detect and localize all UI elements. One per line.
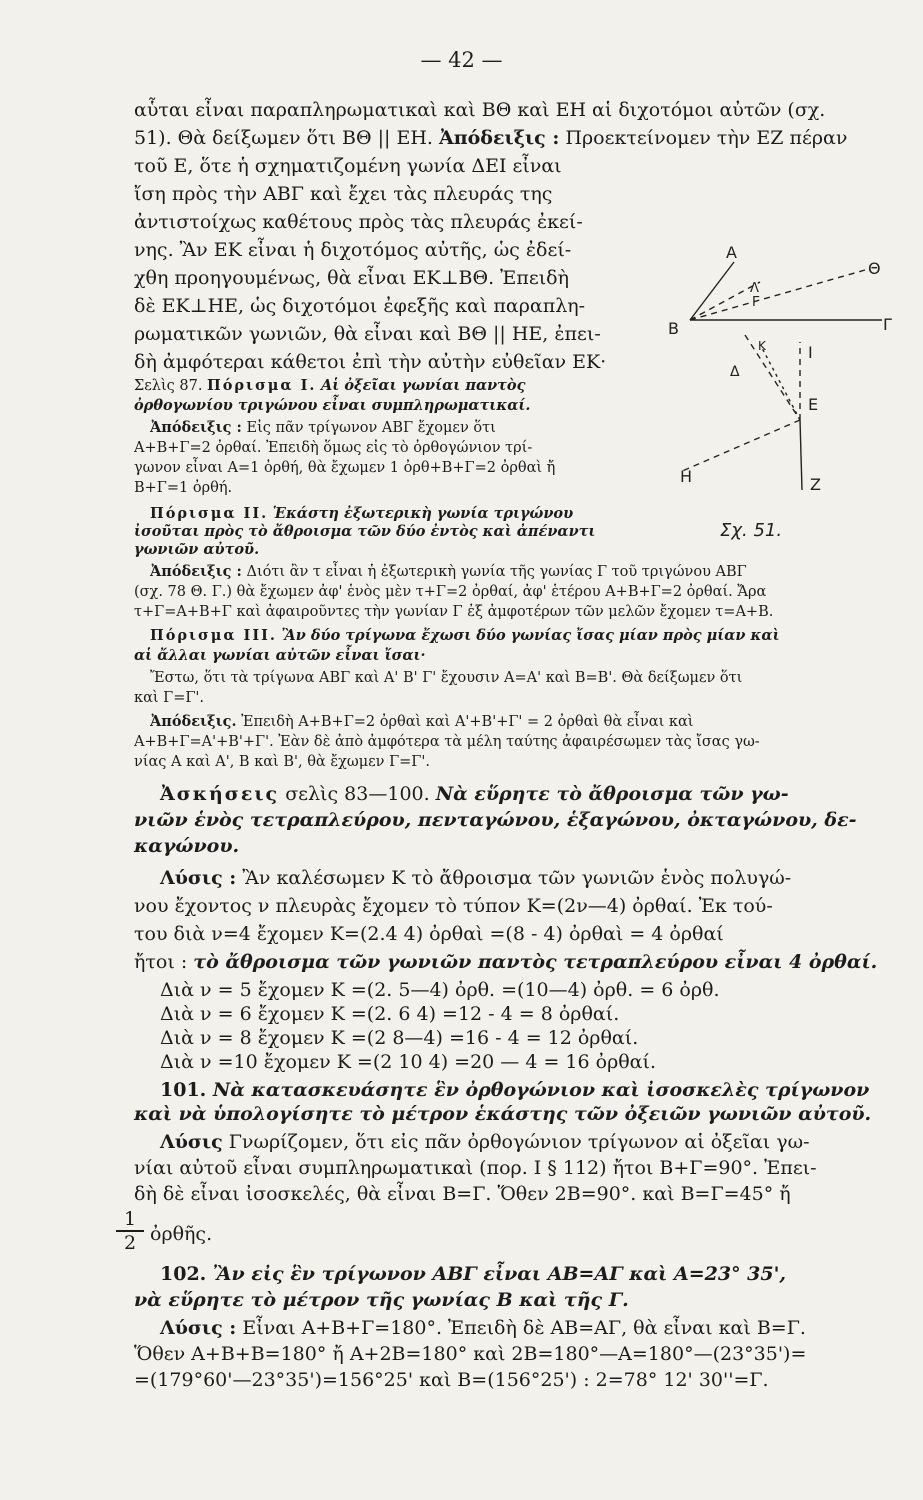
text-line: νης. Ἂν ΕΚ εἶναι ἡ διχοτόμος αὐτῆς, ὡς ἐδεί- (134, 239, 572, 261)
proof-line: (σχ. 78 Θ. Γ.) θὰ ἔχωμεν ἀφ' ἑνὸς μὲν τ+Γ=2 ὀρθαί, ἀφ' ἑτέρου Α+Β+Γ=2 ὀρθαί. Ἄρα (134, 584, 767, 600)
label-Z: Ζ (810, 475, 821, 494)
corollary-title: Πόρισμα Ι. (207, 377, 317, 394)
fraction-one-half: 1 2 (116, 1208, 144, 1254)
proof-heading: Ἀπόδειξις. (150, 713, 237, 730)
solution-heading: Λύσις (160, 1131, 223, 1153)
solution-line: Διὰ ν = 8 ἔχομεν Κ =(2 8—4) =16 - 4 = 12 ὀρθαί. (160, 1027, 639, 1049)
solution-line: Λύσις : Εἶναι Α+Β+Γ=180°. Ἐπειδὴ δὲ ΑΒ=ΑΓ, θὰ εἶναι καὶ Β=Γ. (160, 1317, 806, 1339)
label-Gamma-small: Γ (752, 295, 760, 310)
proof-line: καὶ Γ=Γ'. (134, 690, 205, 706)
label-H: Η (680, 467, 693, 486)
problem-number: 102. (160, 1263, 207, 1285)
solution-line: του διὰ ν=4 ἔχομεν Κ=(2.4 4) ὀρθαὶ =(8 - 4) ὀρθαὶ = 4 ὀρθαί (134, 923, 724, 945)
text-line: ρωματικῶν γωνιῶν, θὰ εἶναι καὶ ΒΘ || ΗΕ, ἐπει- (134, 323, 601, 345)
proof-line: τ+Γ=Α+Β+Γ καὶ ἀφαιροῦντες τὴν γωνίαν Γ ἐξ ἀμφοτέρων τῶν μελῶν ἔχομεν τ=Α+Β. (134, 604, 774, 620)
proof-line: νίας Α καὶ Α', Β καὶ Β', θὰ ἔχωμεν Γ=Γ'. (134, 754, 430, 770)
label-K: Κ (758, 339, 766, 353)
text-line: χθη προηγουμένως, θὰ εἶναι ΕΚ⊥ΒΘ. Ἐπειδὴ (134, 267, 569, 289)
label-I: Ι (808, 343, 813, 362)
exercise-line: καγώνου. (134, 835, 240, 857)
corollary-title: Πόρισμα ΙΙΙ. (150, 627, 277, 644)
solution-line: Διὰ ν =10 ἔχομεν Κ =(2 10 4) =20 — 4 = 16 ὀρθαί. (160, 1051, 656, 1073)
proof-line: Ἀπόδειξις : Εἰς πᾶν τρίγωνον ΑΒΓ ἔχομεν ὅτι (150, 419, 496, 436)
solution-line: =(179°60'—23°35')=156°25' καὶ Β=(156°25') : 2=78° 12' 30''=Γ. (134, 1369, 769, 1391)
text-line: 51). Θὰ δείξωμεν ὅτι ΒΘ || ΕΗ. Ἀπόδειξις : Προεκτείνομεν τὴν ΕΖ πέραν (134, 127, 848, 149)
theorem-line: αἱ ἄλλαι γωνίαι αὐτῶν εἶναι ἴσαι· (134, 647, 426, 664)
problem-number: 101. (160, 1079, 207, 1101)
line-BTheta (690, 270, 865, 320)
theorem-line: ὀρθογωνίου τριγώνου εἶναι συμπληρωματικαί. (134, 397, 531, 414)
label-A: Α (726, 243, 737, 262)
theorem-line: ἰσοῦται πρὸς τὸ ἄθροισμα τῶν δύο ἐντὸς καὶ ἀπέναντι (134, 523, 596, 540)
line-EK (762, 348, 800, 420)
solution-line: νου ἔχοντος ν πλευρὰς ἔχομεν τὸ τύπον Κ=(2ν—4) ὀρθαί. Ἐκ τού- (134, 895, 773, 917)
proof-line: Α+Β+Γ=Α'+Β'+Γ'. Ἐὰν δὲ ἀπὸ ἀμφότερα τὰ μέλη ταύτης ἀφαιρέσωμεν τὰς ἴσας γω- (134, 734, 760, 750)
line-EH (680, 420, 800, 472)
corollary-title: Πόρισμα ΙΙ. (150, 505, 269, 522)
proof-line: Ἀπόδειξις. Ἐπειδὴ Α+Β+Γ=2 ὀρθαὶ καὶ Α'+Β'+Γ' = 2 ὀρθαὶ θὰ εἶναι καὶ (150, 713, 694, 730)
text-line: δὲ ΕΚ⊥ΗΕ, ὡς διχοτόμοι ἐφεξῆς καὶ παραπλη- (134, 295, 586, 317)
solution-line: ἤτοι : τὸ ἄθροισμα τῶν γωνιῶν παντὸς τετραπλεύρου εἶναι 4 ὀρθαί. (134, 951, 878, 973)
solution-line: Λύσις Γνωρίζομεν, ὅτι εἰς πᾶν ὀρθογώνιον τρίγωνον αἱ ὀξεῖαι γω- (160, 1131, 810, 1153)
solution-line: Διὰ ν = 5 ἔχομεν Κ =(2. 5—4) ὀρθ. =(10—4) ὀρθ. = 6 ὀρθ. (160, 979, 720, 1001)
theorem-line: Σελὶς 87. Πόρισμα Ι. Αἱ ὀξεῖαι γωνίαι παντὸς (134, 377, 526, 394)
proof-line: Β+Γ=1 ὀρθή. (134, 480, 233, 496)
solution-line: ὀρθῆς. (150, 1223, 213, 1245)
page-number: — 42 — (420, 48, 503, 72)
problem-line: 102. Ἂν εἰς ἓν τρίγωνον ΑΒΓ εἶναι ΑΒ=ΑΓ καὶ Α=23° 35', (160, 1263, 787, 1285)
figure-51 (650, 240, 910, 550)
problem-line: 101. Νὰ κατασκευάσητε ἓν ὀρθογώνιον καὶ ἰσοσκελὲς τρίγωνον (160, 1079, 870, 1101)
proof-line: Ἀπόδειξις : Διότι ἂν τ εἶναι ἡ ἐξωτερικὴ γωνία τῆς γωνίας Γ τοῦ τριγώνου ΑΒΓ (150, 563, 747, 580)
problem-line: νὰ εὕρητε τὸ μέτρον τῆς γωνίας Β καὶ τῆς Γ. (134, 1289, 629, 1311)
theorem-line: Πόρισμα ΙΙΙ. Ἂν δύο τρίγωνα ἔχωσι δύο γωνίας ἴσας μίαν πρὸς μίαν καὶ (150, 627, 780, 644)
solution-line: δὴ δὲ εἶναι ἰσοσκελές, θὰ εἶναι Β=Γ. Ὅθεν 2Β=90°. καὶ Β=Γ=45° ἤ (134, 1183, 791, 1205)
proof-line: γωνον εἶναι Α=1 ὀρθή, θὰ ἔχωμεν 1 ὀρθ+Β+Γ=2 ὀρθαὶ ἤ (134, 460, 556, 476)
exercise-line: νιῶν ἑνὸς τετραπλεύρου, πενταγώνου, ἑξαγώνου, ὀκταγώνου, δε- (134, 809, 857, 831)
label-Delta: Δ (730, 364, 740, 380)
solution-line: Ὅθεν Α+Β+Β=180° ἤ Α+2Β=180° καὶ 2Β=180°—Α=180°—(23°35')= (134, 1343, 807, 1365)
line-EZ (800, 420, 802, 490)
label-Lambda: Λ (750, 281, 759, 296)
label-Theta: Θ (868, 259, 881, 278)
proof-heading: Ἀπόδειξις : (438, 127, 560, 149)
text-line: αὗται εἶναι παραπληρωματικαὶ καὶ ΒΘ καὶ ΕΗ αἱ διχοτόμοι αὐτῶν (σχ. (134, 99, 826, 121)
text-line: ἀντιστοίχως καθέτους πρὸς τὰς πλευράς ἐκεί- (134, 211, 583, 233)
solution-line: Διὰ ν = 6 ἔχομεν Κ =(2. 6 4) =12 - 4 = 8 ὀρθαί. (160, 1003, 620, 1025)
label-G: Γ (883, 315, 892, 334)
text-line: ἴση πρὸς τὴν ΑΒΓ καὶ ἔχει τὰς πλευράς της (134, 183, 553, 205)
solution-line: νίαι αὐτοῦ εἶναι συμπληρωματικαὶ (πορ. Ι § 112) ἤτοι Β+Γ=90°. Ἐπει- (134, 1157, 817, 1179)
label-B: Β (668, 319, 679, 338)
proof-line: Α+Β+Γ=2 ὀρθαί. Ἐπειδὴ ὅμως εἰς τὸ ὀρθογώνιον τρί- (134, 440, 533, 456)
proof-line: Ἔστω, ὅτι τὰ τρίγωνα ΑΒΓ καὶ Α' Β' Γ' ἔχουσιν Α=Α' καὶ Β=Β'. Θὰ δείξωμεν ὅτι (150, 670, 743, 686)
line-DE (745, 335, 800, 420)
exercise-line: Ἀσκήσεις σελὶς 83—100. Νὰ εὕρητε τὸ ἄθροισμα τῶν γω- (160, 783, 789, 805)
proof-heading: Ἀπόδειξις : (150, 563, 242, 580)
exercises-heading: Ἀσκήσεις (160, 783, 280, 805)
line-BA (690, 262, 734, 320)
text-line: τοῦ Ε, ὅτε ἡ σχηματιζομένη γωνία ΔΕΙ εἶναι (134, 155, 562, 177)
label-E: Ε (808, 395, 819, 414)
text-line: δὴ ἀμφότεραι κάθετοι ἐπὶ τὴν αὐτὴν εὐθεῖαν ΕΚ· (134, 351, 607, 373)
proof-heading: Ἀπόδειξις : (150, 419, 242, 436)
theorem-line: γωνιῶν αὐτοῦ. (134, 541, 260, 558)
solution-heading: Λύσις : (160, 1317, 237, 1339)
solution-line: Λύσις : Ἂν καλέσωμεν Κ τὸ ἄθροισμα τῶν γωνιῶν ἑνὸς πολυγώ- (160, 867, 792, 889)
solution-heading: Λύσις : (160, 867, 237, 889)
theorem-line: Πόρισμα ΙΙ. Ἑκάστη ἐξωτερικὴ γωνία τριγώνου (150, 505, 574, 522)
figure-caption: Σχ. 51. (720, 520, 783, 541)
problem-line: καὶ νὰ ὑπολογίσητε τὸ μέτρον ἑκάστης τῶν ὀξειῶν γωνιῶν αὐτοῦ. (134, 1103, 872, 1125)
